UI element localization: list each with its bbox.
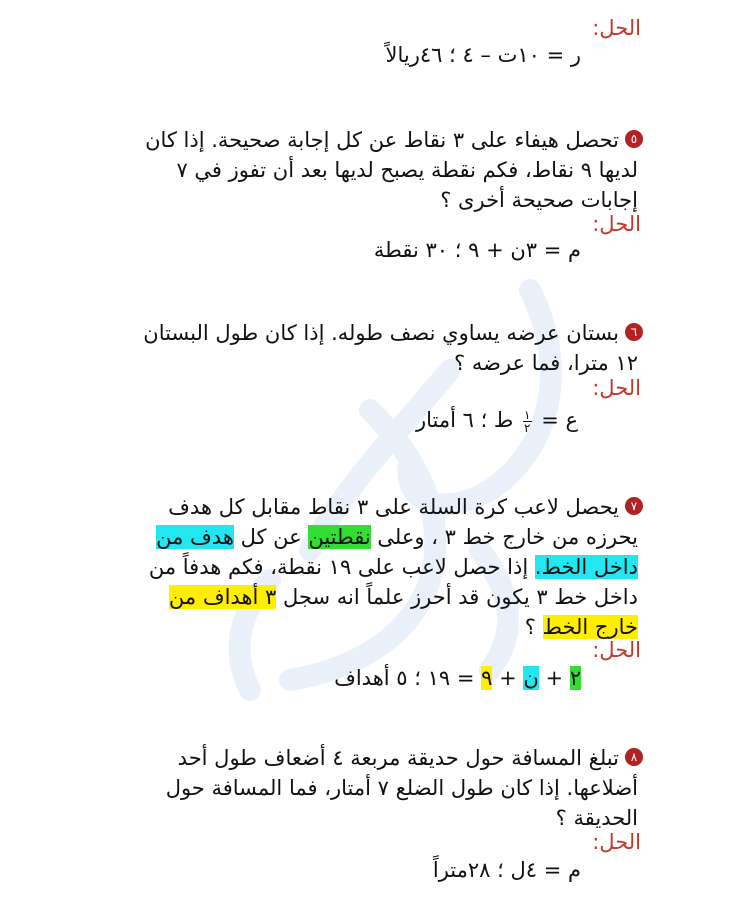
q7-line-3: داخل الخط. إذا حصل لاعب على ١٩ نقطة، فكم هدفاً من	[148, 555, 638, 579]
highlight-green: نقطتين	[308, 525, 371, 549]
q8-line-3: الحديقة ؟	[555, 806, 638, 830]
question-number-badge: ٨	[625, 748, 643, 766]
q8-line-2: أضلاعها. إذا كان طول الضلع ٧ أمتار، فما المسافة حول	[165, 776, 638, 800]
highlight-green: ٢	[569, 666, 581, 690]
question-number-badge: ٧	[625, 497, 643, 515]
highlight-cyan: داخل الخط.	[534, 555, 638, 579]
q7-line-5: خارج الخط ؟	[524, 615, 638, 639]
q5-answer: م = ٣ن + ٩ ؛ ٣٠ نقطة	[373, 238, 581, 262]
highlight-yellow: خارج الخط	[542, 615, 638, 639]
solution-label: الحل:	[592, 638, 641, 662]
q6-line-2: ١٢ مترا، فما عرضه ؟	[454, 351, 638, 375]
solution-label: الحل:	[592, 16, 641, 40]
q7-answer: ٢ + ن + ٩ = ١٩ ؛ ٥ أهداف	[334, 666, 581, 690]
highlight-cyan: ن	[523, 666, 539, 690]
q6-answer: ع = $\frac{١}{٢}$ ط ؛ ٦ أمتار	[415, 407, 578, 435]
fraction-half: $\frac{١}{٢}$	[524, 407, 531, 435]
solution-label: الحل:	[592, 830, 641, 854]
q5-line-3: إجابات صحيحة أخرى ؟	[440, 188, 638, 212]
q5-line-2: لديها ٩ نقاط، فكم نقطة يصبح لديها بعد أن تفوز في ٧	[176, 158, 638, 182]
solution-label: الحل:	[592, 212, 641, 236]
q8-answer: م = ٤ل ؛ ٢٨متراً	[432, 858, 581, 882]
highlight-yellow: ٩	[481, 666, 493, 690]
q5-line-1: ٥تحصل هيفاء على ٣ نقاط عن كل إجابة صحيحة. إذا كان	[145, 125, 643, 155]
question-number-badge: ٦	[625, 323, 643, 341]
q6-line-1: ٦بستان عرضه يساوي نصف طوله. إذا كان طول البستان	[143, 318, 643, 348]
highlight-yellow: ٣ أهداف من	[168, 585, 277, 609]
q7-line-4: داخل خط ٣ يكون قد أحرز علماً انه سجل ٣ أهداف من	[168, 585, 638, 609]
previous-answer: ر = ١٠ت – ٤ ؛ ٤٦ريالاً	[385, 43, 581, 67]
highlight-cyan: هدف من	[156, 525, 234, 549]
question-number-badge: ٥	[625, 130, 643, 148]
q7-line-2: يحرزه من خارج خط ٣ ، وعلى نقطتين عن كل هدف من	[156, 525, 638, 549]
q8-line-1: ٨تبلغ المسافة حول حديقة مربعة ٤ أضعاف طول أحد	[178, 743, 643, 773]
solution-label: الحل:	[592, 376, 641, 400]
q7-line-1: ٧يحصل لاعب كرة السلة على ٣ نقاط مقابل كل هدف	[168, 492, 643, 522]
